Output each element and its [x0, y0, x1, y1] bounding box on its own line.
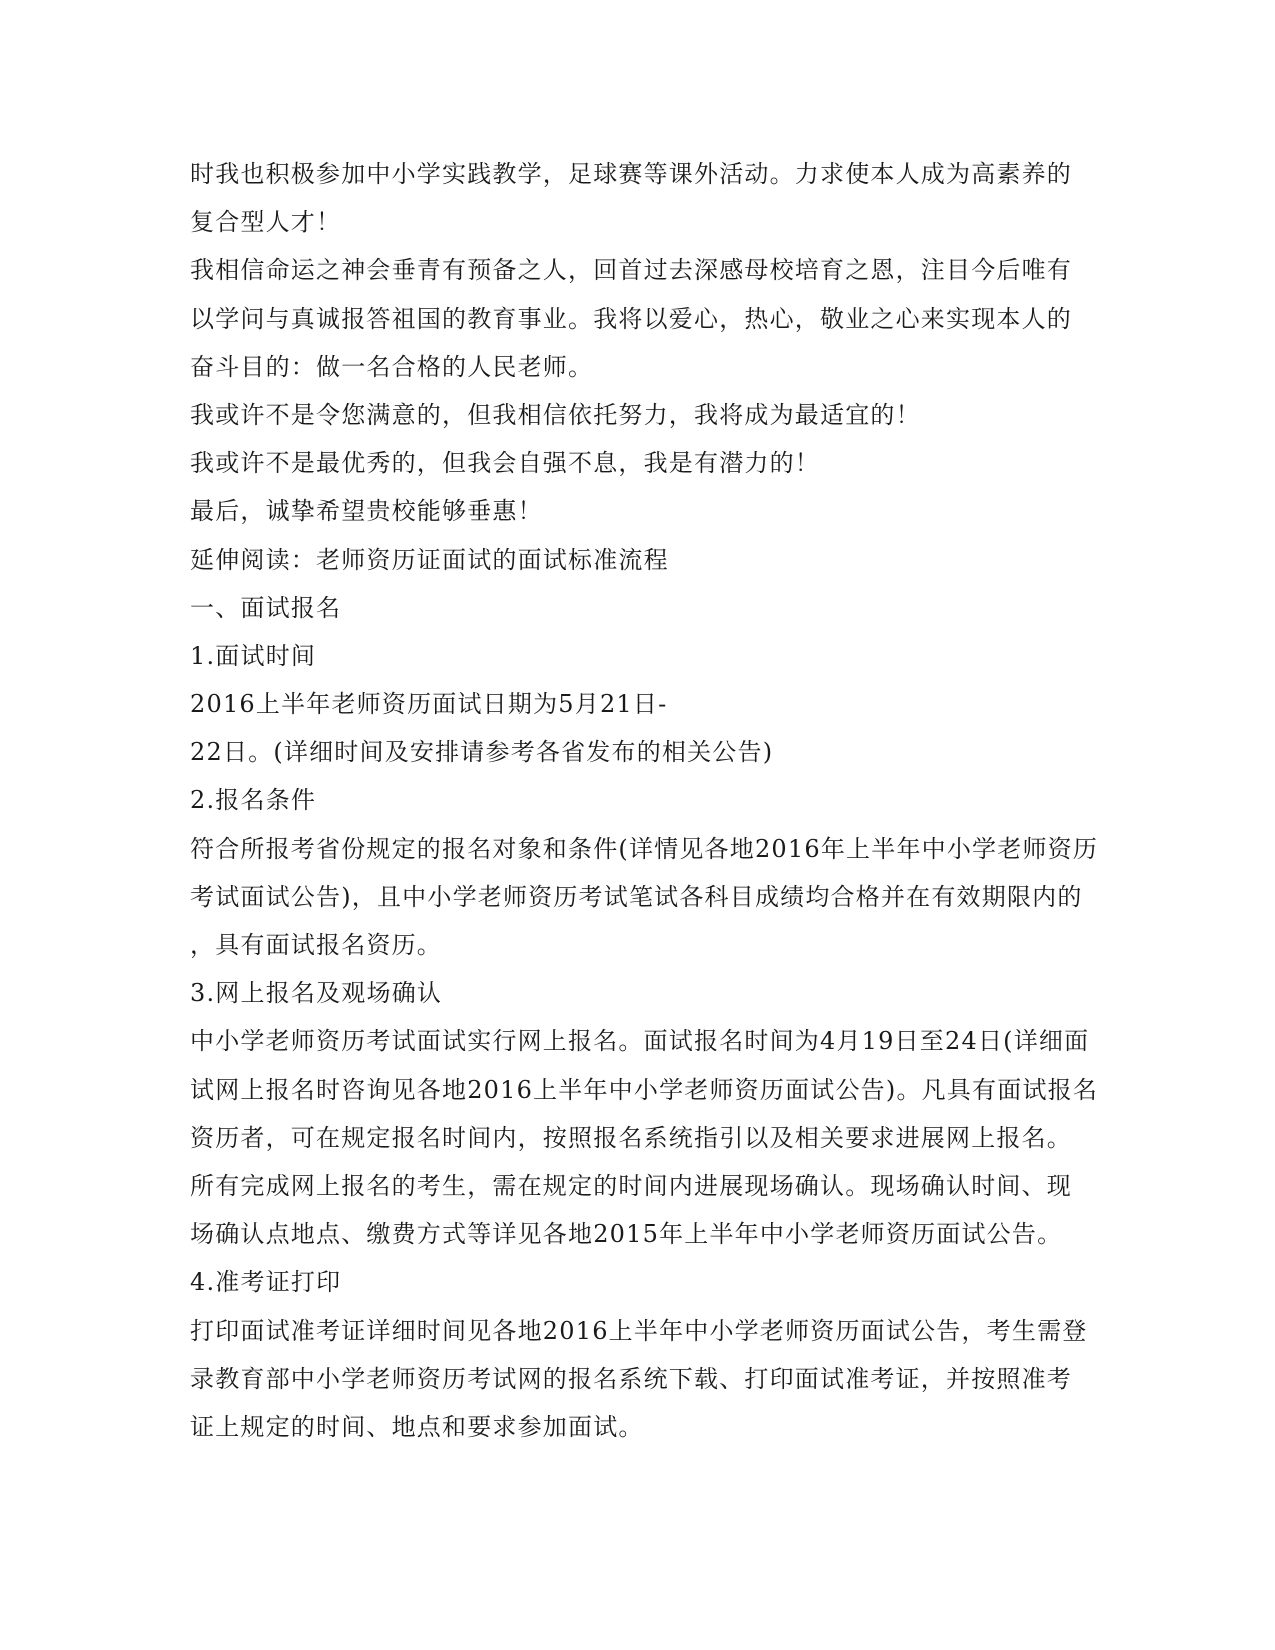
text-line: 中小学老师资历考试面试实行网上报名。面试报名时间为4月19日至24日(详细面 [190, 1027, 1090, 1056]
section-heading-registration: 一、面试报名 [190, 593, 342, 622]
text-line: 我相信命运之神会垂青有预备之人，回首过去深感母校培育之恩，注目今后唯有 [190, 256, 1072, 285]
text-line: 以学问与真诚报答祖国的教育事业。我将以爱心，热心，敬业之心来实现本人的 [190, 304, 1072, 333]
text-line: 试网上报名时咨询见各地2016上半年中小学老师资历面试公告)。凡具有面试报名 [190, 1075, 1099, 1104]
text-line: 时我也积极参加中小学实践教学，足球赛等课外活动。力求使本人成为高素养的 [190, 160, 1072, 188]
text-line: 资历者，可在规定报名时间内，按照报名系统指引以及相关要求进展网上报名。 [190, 1123, 1072, 1152]
text-line: 22日。(详细时间及安排请参考各省发布的相关公告) [190, 738, 774, 767]
text-line: 复合型人才！ [190, 208, 342, 237]
text-line: 我或许不是最优秀的，但我会自强不息，我是有潜力的！ [190, 449, 820, 478]
text-line: 打印面试准考证详细时间见各地2016上半年中小学老师资历面试公告，考生需登 [190, 1316, 1088, 1345]
subheading-admission-ticket: 4.准考证打印 [190, 1268, 342, 1297]
subheading-registration-conditions: 2.报名条件 [190, 786, 317, 815]
text-line: 场确认点地点、缴费方式等详见各地2015年上半年中小学老师资历面试公告。 [190, 1220, 1063, 1249]
text-line: 证上规定的时间、地点和要求参加面试。 [190, 1412, 644, 1441]
subheading-online-registration: 3.网上报名及观场确认 [190, 979, 443, 1008]
subheading-interview-time: 1.面试时间 [190, 641, 317, 670]
text-line: 我或许不是令您满意的，但我相信依托努力，我将成为最适宜的！ [190, 400, 921, 429]
text-line: 所有完成网上报名的考生，需在规定的时间内进展现场确认。现场确认时间、现 [190, 1171, 1072, 1200]
text-line: ，具有面试报名资历。 [190, 931, 442, 959]
extended-reading-heading: 延伸阅读：老师资历证面试的面试标准流程 [190, 545, 669, 574]
text-line: 2016上半年老师资历面试日期为5月21日- [190, 690, 668, 719]
text-line: 考试面试公告)，且中小学老师资历考试笔试各科目成绩均合格并在有效期限内的 [190, 882, 1083, 911]
text-line: 最后，诚挚希望贵校能够垂惠！ [190, 497, 543, 526]
document-body [190, 150, 1099, 1451]
text-line: 录教育部中小学老师资历考试网的报名系统下载、打印面试准考证，并按照准考 [190, 1364, 1072, 1393]
text-line: 符合所报考省份规定的报名对象和条件(详情见各地2016年上半年中小学老师资历 [190, 834, 1099, 863]
text-line: 奋斗目的：做一名合格的人民老师。 [190, 352, 594, 381]
